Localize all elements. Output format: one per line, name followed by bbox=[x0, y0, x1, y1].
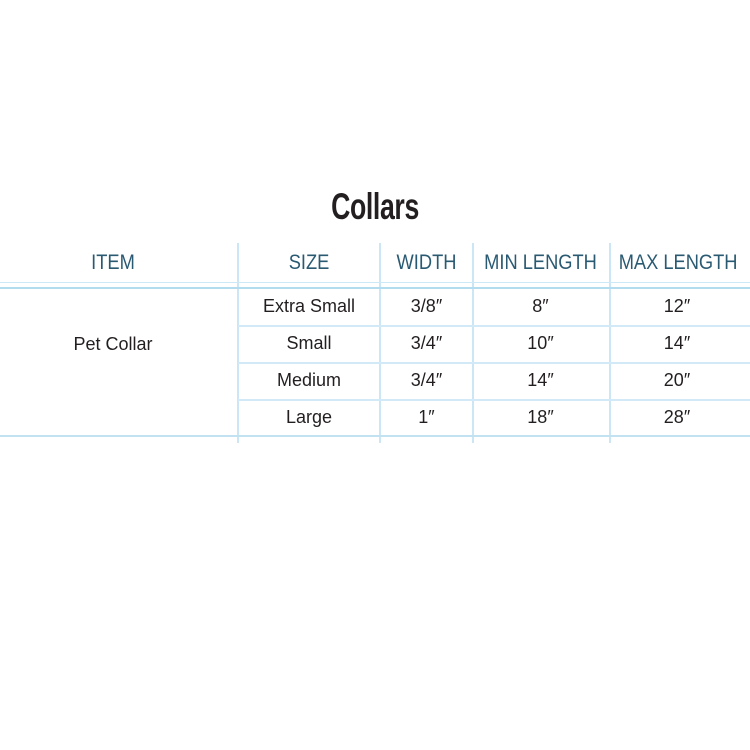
min-length-cell: 10″ bbox=[527, 333, 554, 353]
min-length-cell: 8″ bbox=[532, 296, 549, 316]
size-cell: Small bbox=[286, 333, 332, 353]
size-cell: Large bbox=[285, 407, 333, 427]
column-header-max-length: MAX LENGTH bbox=[618, 251, 738, 274]
max-length-cell: 20″ bbox=[663, 370, 691, 390]
min-length-cell: 14″ bbox=[527, 370, 554, 390]
column-header-min-length: MIN LENGTH bbox=[484, 251, 597, 274]
width-cell: 3/4″ bbox=[410, 370, 443, 390]
column-header-size: SIZE bbox=[288, 251, 330, 274]
column-header-width: WIDTH bbox=[396, 251, 457, 274]
width-cell: 3/4″ bbox=[410, 333, 443, 353]
max-length-cell: 28″ bbox=[663, 407, 691, 427]
header-divider-line bbox=[0, 282, 750, 283]
item-cell: Pet Collar bbox=[73, 333, 153, 354]
size-cell: Medium bbox=[276, 370, 342, 390]
width-cell: 1″ bbox=[418, 407, 435, 427]
min-length-cell: 18″ bbox=[527, 407, 554, 427]
size-cell: Extra Small bbox=[262, 296, 356, 316]
column-header-item: ITEM bbox=[91, 251, 135, 274]
max-length-cell: 12″ bbox=[663, 296, 691, 316]
max-length-cell: 14″ bbox=[663, 333, 691, 353]
width-cell: 3/8″ bbox=[410, 296, 443, 316]
page-title: Collars bbox=[331, 186, 419, 227]
